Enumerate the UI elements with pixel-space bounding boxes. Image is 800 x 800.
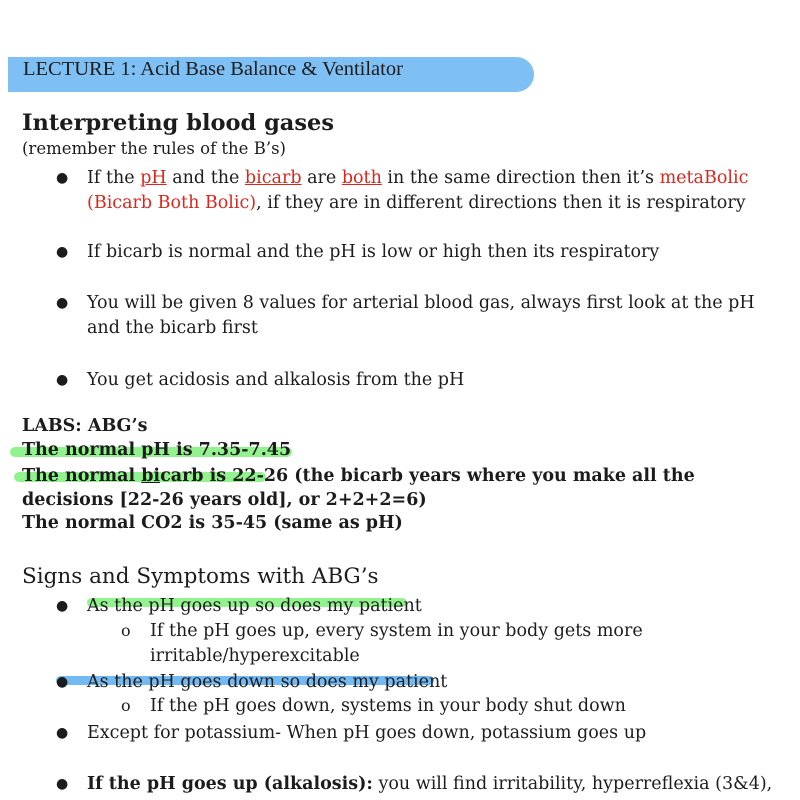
bullet-text	[87, 166, 787, 215]
bullet-icon: ●	[56, 776, 69, 792]
text-span: and the	[166, 168, 245, 188]
bullet-text: You get acidosis and alkalosis from the pH	[87, 370, 465, 390]
bullet-text: If bicarb is normal and the pH is low or high then its respiratory	[87, 242, 660, 262]
lecture-title: LECTURE 1: Acid Base Balance & Ventilator	[23, 58, 403, 80]
bullet-icon: ●	[56, 244, 69, 260]
sub-bullet-text: If the pH goes up, every system in your body gets more irritable/hyperexcitable	[150, 621, 643, 666]
sub-bullet-icon: o	[121, 621, 131, 640]
bullet-icon: ●	[56, 674, 69, 690]
sub-bullet-text: If the pH goes down, systems in your body shut down	[150, 696, 626, 716]
bullet-icon: ●	[56, 725, 69, 741]
sub-bullet-icon: o	[121, 696, 131, 715]
normal-co2-line: The normal CO2 is 35-45 (same as pH)	[22, 513, 403, 533]
bullet-text: As the pH goes down so does my patient	[87, 672, 448, 692]
bold-text: If the pH goes up (alkalosis):	[87, 774, 373, 794]
both-term: both	[341, 168, 382, 188]
bicarb-term: bicarb	[244, 168, 302, 188]
text-span: If the	[87, 168, 141, 188]
ph-term: pH	[140, 168, 167, 188]
bullet-text: As the pH goes up so does my patient	[87, 596, 422, 616]
section-heading-blood-gases: Interpreting blood gases	[22, 110, 335, 136]
labs-heading: LABS: ABG’s	[22, 416, 148, 436]
text-span: you will find irritability, hyperreflexia (3&4),	[372, 774, 773, 794]
text-span: carb is 22-26	[160, 466, 289, 486]
metabolic-term: metaBolic	[659, 168, 749, 188]
section-heading-signs-symptoms: Signs and Symptoms with ABG’s	[22, 564, 379, 589]
underlined-text: bi	[141, 466, 161, 486]
text-span: in the same direction then it’s	[381, 168, 660, 188]
bullet-text: You will be given 8 values for arterial blood gas, always first look at the pH and the bicarb first	[87, 293, 755, 338]
text-span: are	[301, 168, 342, 188]
section-subheading: (remember the rules of the B’s)	[22, 139, 286, 158]
normal-bicarb-line	[22, 464, 792, 512]
bullet-icon: ●	[56, 170, 69, 186]
bicarb-both-bolic-term: (Bicarb Both Bolic)	[87, 192, 257, 213]
text-span: The normal	[22, 466, 142, 486]
bullet-icon: ●	[56, 598, 69, 614]
bullet-icon: ●	[56, 295, 69, 311]
text-span: , if they are in different directions then it is respiratory	[256, 192, 746, 213]
bicarb-note: (the bicarb years where you make all the decisions [22-26 years old], or 2+2+2=6)	[22, 466, 695, 510]
bullet-text: Except for potassium- When pH goes down, potassium goes up	[87, 723, 647, 743]
bullet-text	[87, 772, 787, 797]
bullet-icon: ●	[56, 372, 69, 388]
normal-ph-line: The normal pH is 7.35-7.45	[22, 440, 292, 460]
